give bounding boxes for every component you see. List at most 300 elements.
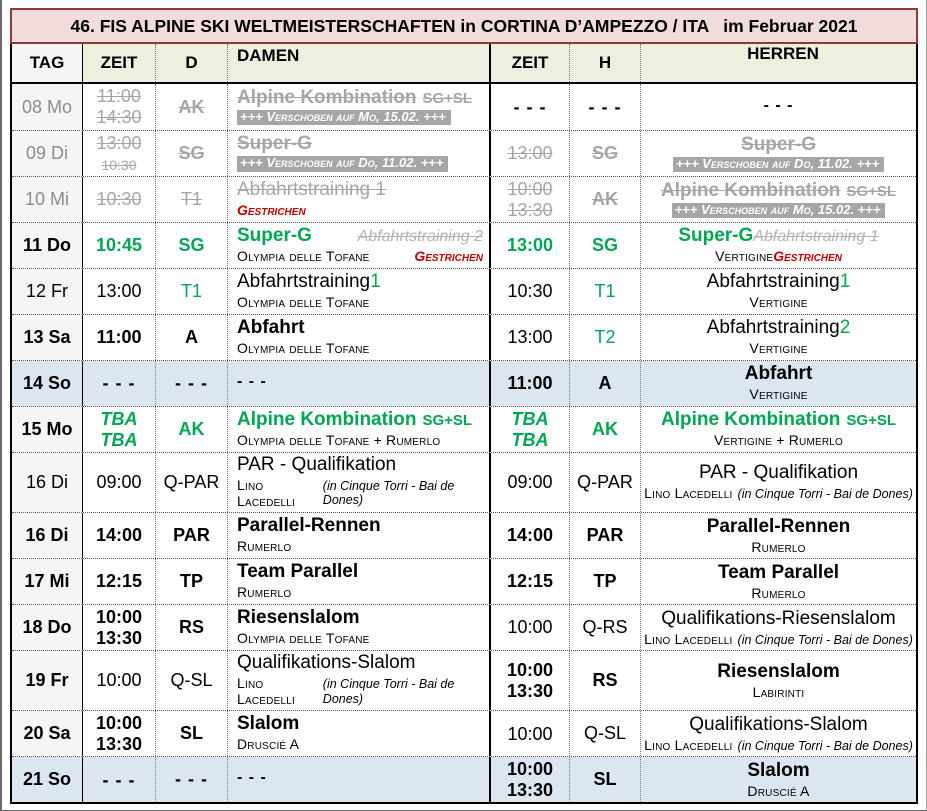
event-title-line bbox=[707, 318, 851, 339]
herren-discipline-code: T1 bbox=[594, 281, 616, 301]
venue-label: Lino Lacedelli bbox=[644, 630, 733, 647]
damen-code-cell bbox=[156, 361, 228, 406]
damen-code-cell bbox=[156, 407, 228, 452]
damen-event-cell bbox=[228, 513, 491, 558]
herren-time: TBA bbox=[511, 408, 549, 429]
event-format-suffix: SG+SL bbox=[846, 182, 897, 200]
damen-code-cell bbox=[156, 84, 228, 130]
venue-label: Rumerlo bbox=[751, 538, 806, 555]
no-event-dashes: - - - bbox=[102, 769, 136, 790]
event-title-line bbox=[661, 609, 895, 630]
cancelled-training-note: Abfahrtstraining 2 bbox=[357, 227, 483, 245]
damen-time: 13:00 bbox=[96, 132, 142, 153]
event-title: PAR - Qualifikation bbox=[698, 462, 859, 484]
damen-event-cell bbox=[228, 711, 491, 756]
herren-time: 10:00 bbox=[507, 178, 553, 199]
herren-discipline-code: AK bbox=[592, 419, 618, 439]
event-detail-line bbox=[237, 202, 483, 218]
damen-code-cell bbox=[156, 559, 228, 604]
event-title: Super-G bbox=[237, 224, 312, 246]
venue-detail: (in Cinque Torri - Bai de Dones) bbox=[322, 677, 455, 706]
damen-time-cell bbox=[83, 605, 156, 650]
schedule-row bbox=[12, 406, 916, 452]
schedule-row bbox=[12, 360, 916, 406]
schedule-row bbox=[12, 130, 916, 176]
event-title-line bbox=[237, 769, 483, 790]
event-title-line bbox=[237, 318, 483, 339]
schedule-row bbox=[12, 222, 916, 268]
event-title: Alpine Kombination bbox=[237, 408, 417, 430]
herren-discipline-code: Q-SL bbox=[583, 723, 626, 744]
event-title-line bbox=[237, 714, 483, 735]
event-title: Alpine Kombination bbox=[237, 86, 417, 108]
event-detail-line bbox=[237, 432, 483, 448]
event-title-line bbox=[689, 715, 867, 736]
damen-discipline-code: SG bbox=[178, 143, 205, 163]
venue-label: Vertigine bbox=[715, 248, 774, 265]
herren-code-cell bbox=[570, 131, 641, 176]
herren-event-cell bbox=[641, 651, 916, 710]
col-header-damen: DAMEN bbox=[228, 44, 491, 82]
event-title-line bbox=[237, 562, 483, 583]
day-cell bbox=[12, 651, 83, 710]
no-event-dashes: - - - bbox=[237, 372, 267, 390]
damen-time-cell bbox=[83, 177, 156, 222]
event-title-line bbox=[237, 455, 483, 476]
damen-event-cell bbox=[228, 315, 491, 360]
day-label: 12 Fr bbox=[25, 281, 68, 301]
damen-time-cell bbox=[83, 223, 156, 268]
day-label: 21 So bbox=[22, 769, 72, 790]
herren-discipline-code: RS bbox=[592, 670, 618, 691]
herren-time-cell bbox=[491, 131, 570, 176]
day-label: 11 Do bbox=[22, 235, 72, 255]
damen-time: 13:30 bbox=[95, 627, 143, 648]
event-title: Team Parallel bbox=[717, 561, 840, 583]
venue-label: Vertigine bbox=[749, 294, 808, 311]
herren-time-cell bbox=[491, 407, 570, 452]
event-format-suffix: SG+SL bbox=[422, 411, 473, 429]
schedule-table bbox=[10, 44, 918, 804]
schedule-row bbox=[12, 176, 916, 222]
event-detail-line bbox=[751, 539, 805, 555]
event-detail-line bbox=[714, 432, 843, 448]
damen-time: 13:30 bbox=[95, 733, 143, 754]
herren-time: 10:30 bbox=[507, 281, 553, 302]
event-title-line bbox=[764, 97, 794, 118]
herren-time: 11:00 bbox=[507, 373, 553, 394]
event-detail-line bbox=[237, 736, 483, 752]
schedule-row bbox=[12, 756, 916, 802]
herren-time: 12:15 bbox=[506, 571, 554, 592]
herren-discipline-code: SG bbox=[591, 143, 618, 163]
event-title: Abfahrtstraining 1 bbox=[237, 178, 386, 200]
event-title: Super-G bbox=[237, 133, 312, 154]
damen-code-cell bbox=[156, 223, 228, 268]
event-detail-line bbox=[237, 340, 483, 356]
herren-code-cell bbox=[570, 757, 641, 802]
venue-detail: (in Cinque Torri - Bai de Dones) bbox=[737, 738, 913, 753]
event-detail-line bbox=[749, 386, 807, 402]
herren-event-cell bbox=[641, 361, 916, 406]
damen-time-cell bbox=[83, 407, 156, 452]
schedule-row bbox=[12, 710, 916, 756]
event-detail-line bbox=[237, 584, 483, 600]
venue-label: Lino Lacedelli bbox=[644, 485, 733, 502]
herren-time: 13:30 bbox=[507, 199, 553, 220]
event-title-line bbox=[661, 181, 896, 202]
damen-time-cell bbox=[83, 757, 156, 802]
herren-discipline-code: A bbox=[598, 373, 612, 393]
event-title: Super-G bbox=[741, 133, 816, 155]
damen-code-cell bbox=[156, 513, 228, 558]
damen-event-cell bbox=[228, 605, 491, 650]
damen-time: 10:45 bbox=[95, 235, 143, 256]
herren-code-cell bbox=[570, 559, 641, 604]
day-label: 16 Di bbox=[25, 525, 69, 546]
event-title: Super-G bbox=[678, 225, 754, 247]
herren-discipline-code: PAR bbox=[586, 525, 624, 546]
damen-time-cell bbox=[83, 131, 156, 176]
no-event-dashes: - - - bbox=[588, 96, 622, 117]
event-title: Abfahrtstraining bbox=[706, 317, 840, 339]
damen-time: 10:30 bbox=[96, 189, 142, 210]
venue-label: Druscié A bbox=[237, 736, 300, 753]
herren-time-cell bbox=[491, 223, 570, 268]
damen-time: 13:00 bbox=[96, 281, 142, 302]
venue-label: Olympia delle Tofane bbox=[237, 339, 370, 356]
event-title: Abfahrtstraining bbox=[706, 271, 840, 293]
damen-discipline-code: Q-SL bbox=[170, 670, 213, 691]
schedule-rows bbox=[12, 84, 916, 802]
event-title: Alpine Kombination bbox=[660, 179, 841, 201]
event-title-line bbox=[237, 134, 483, 155]
herren-discipline-code: TP bbox=[593, 571, 617, 592]
event-title: PAR - Qualifikation bbox=[237, 454, 397, 475]
venue-label: Lino Lacedelli bbox=[644, 736, 733, 753]
schedule-row bbox=[12, 268, 916, 314]
herren-event-cell bbox=[641, 84, 916, 130]
herren-time-cell bbox=[491, 269, 570, 314]
no-event-dashes: - - - bbox=[175, 373, 208, 393]
day-label: 08 Mo bbox=[21, 96, 73, 117]
schedule-row bbox=[12, 650, 916, 710]
herren-event-cell bbox=[641, 513, 916, 558]
herren-time: 13:30 bbox=[506, 779, 554, 800]
schedule-row bbox=[12, 84, 916, 130]
event-title-line bbox=[707, 517, 851, 538]
herren-discipline-code: Q-PAR bbox=[577, 472, 633, 493]
damen-event-cell bbox=[228, 757, 491, 802]
cancelled-label: Gestrichen bbox=[414, 247, 483, 264]
day-cell bbox=[12, 84, 83, 130]
day-label: 19 Fr bbox=[25, 670, 69, 691]
event-title: Slalom bbox=[237, 713, 300, 735]
day-cell bbox=[12, 605, 83, 650]
event-title: Parallel-Rennen bbox=[706, 515, 851, 537]
postponed-badge: +++ Verschoben auf Do, 11.02. +++ bbox=[237, 156, 448, 172]
event-detail-line bbox=[237, 110, 483, 126]
page-title-text: 46. FIS ALPINE SKI WELTMEISTERSCHAFTEN in CORTINA D’AMPEZZO / ITA im Februar 2021 bbox=[70, 15, 858, 36]
schedule-row bbox=[12, 558, 916, 604]
day-cell bbox=[12, 269, 83, 314]
herren-event-cell bbox=[641, 407, 916, 452]
day-label: 17 Mi bbox=[24, 571, 70, 592]
col-header-herren: HERREN bbox=[747, 44, 819, 63]
damen-time: 12:15 bbox=[95, 571, 143, 592]
event-detail-line bbox=[237, 675, 483, 707]
event-title: Parallel-Rennen bbox=[237, 515, 381, 537]
event-detail-line bbox=[237, 248, 483, 264]
damen-time: 09:00 bbox=[96, 472, 142, 493]
herren-code-cell bbox=[570, 711, 641, 756]
event-title: Alpine Kombination bbox=[660, 409, 841, 431]
damen-discipline-code: SL bbox=[179, 723, 203, 744]
damen-time: TBA bbox=[100, 429, 138, 450]
damen-discipline-code: AK bbox=[178, 96, 205, 117]
day-cell bbox=[12, 177, 83, 222]
event-title: Qualifikations-Slalom bbox=[237, 652, 416, 674]
day-cell bbox=[12, 131, 83, 176]
damen-code-cell bbox=[156, 131, 228, 176]
venue-detail: (in Cinque Torri - Bai de Dones) bbox=[737, 632, 913, 647]
event-title-line bbox=[699, 463, 858, 484]
event-detail-line bbox=[749, 294, 807, 310]
damen-time: 11:00 bbox=[96, 327, 142, 348]
event-title: Abfahrt bbox=[744, 363, 813, 385]
damen-time: 10:00 bbox=[96, 670, 142, 691]
herren-event-cell bbox=[641, 711, 916, 756]
damen-discipline-code: A bbox=[185, 327, 198, 347]
herren-discipline-code: SL bbox=[593, 769, 617, 790]
event-title-line bbox=[237, 653, 483, 674]
event-title-line bbox=[678, 226, 878, 247]
event-title: 1 bbox=[839, 271, 851, 293]
herren-time: 14:00 bbox=[506, 525, 554, 546]
herren-time: 10:00 bbox=[507, 723, 553, 744]
damen-event-cell bbox=[228, 651, 491, 710]
damen-code-cell bbox=[156, 315, 228, 360]
damen-discipline-code: TP bbox=[179, 571, 203, 592]
event-title: 1 bbox=[370, 270, 381, 292]
herren-code-cell bbox=[570, 407, 641, 452]
event-detail-line bbox=[237, 294, 483, 310]
event-detail-line bbox=[673, 157, 884, 173]
event-detail-line bbox=[747, 783, 809, 799]
herren-code-cell bbox=[570, 223, 641, 268]
venue-detail: (in Cinque Torri - Bai de Dones) bbox=[322, 479, 455, 508]
venue-label: Labirinti bbox=[752, 683, 805, 700]
event-detail-line bbox=[749, 340, 807, 356]
day-label: 09 Di bbox=[25, 143, 69, 163]
event-title-line bbox=[717, 662, 840, 683]
event-detail-line bbox=[753, 684, 805, 700]
event-title-line bbox=[718, 563, 839, 584]
damen-time: 10:00 bbox=[95, 607, 143, 627]
day-label: 10 Mi bbox=[24, 189, 69, 209]
damen-time-cell bbox=[83, 453, 156, 512]
damen-time: 10:00 bbox=[95, 713, 143, 734]
postponed-badge: +++ Verschoben auf Do, 11.02. +++ bbox=[673, 157, 884, 173]
event-title: Team Parallel bbox=[237, 561, 359, 583]
event-detail-line bbox=[644, 631, 913, 647]
event-detail-line bbox=[237, 477, 483, 509]
event-detail-line bbox=[237, 538, 483, 554]
event-title: Abfahrtstraining bbox=[237, 270, 371, 292]
damen-time-cell bbox=[83, 269, 156, 314]
event-detail-line bbox=[644, 485, 913, 501]
day-label: 14 So bbox=[22, 373, 72, 393]
damen-event-cell bbox=[228, 269, 491, 314]
herren-code-cell bbox=[570, 513, 641, 558]
no-event-dashes: - - - bbox=[102, 373, 136, 394]
damen-discipline-code: PAR bbox=[173, 525, 210, 546]
event-title-line bbox=[237, 226, 483, 247]
herren-time-cell bbox=[491, 711, 570, 756]
herren-code-cell bbox=[570, 605, 641, 650]
herren-event-cell bbox=[641, 269, 916, 314]
cancelled-training-note: Abfahrtstraining 1 bbox=[753, 228, 879, 246]
event-title-line bbox=[237, 272, 483, 293]
day-cell bbox=[12, 711, 83, 756]
venue-detail: (in Cinque Torri - Bai de Dones) bbox=[737, 487, 913, 502]
venue-label: Lino Lacedelli bbox=[237, 675, 295, 708]
event-format-suffix: SG+SL bbox=[422, 89, 473, 107]
venue-label: Rumerlo bbox=[237, 584, 292, 601]
no-event-dashes: - - - bbox=[763, 96, 794, 114]
day-label: 20 Sa bbox=[23, 723, 71, 744]
col-header-h: H bbox=[570, 44, 641, 82]
event-detail-line bbox=[237, 630, 483, 646]
event-detail-line bbox=[672, 203, 886, 219]
day-cell bbox=[12, 757, 83, 802]
herren-time: 10:00 bbox=[506, 660, 554, 681]
day-cell bbox=[12, 315, 83, 360]
event-format-suffix: SG+SL bbox=[846, 412, 897, 430]
day-cell bbox=[12, 513, 83, 558]
herren-time-cell bbox=[491, 84, 570, 130]
herren-time: 10:00 bbox=[507, 617, 553, 638]
damen-event-cell bbox=[228, 84, 491, 130]
no-event-dashes: - - - bbox=[237, 768, 267, 786]
damen-event-cell bbox=[228, 453, 491, 512]
day-label: 13 Sa bbox=[23, 327, 71, 347]
damen-time-cell bbox=[83, 315, 156, 360]
venue-label: Olympia delle Tofane bbox=[237, 293, 370, 310]
herren-time-cell bbox=[491, 177, 570, 222]
damen-time: TBA bbox=[100, 408, 138, 429]
event-detail-line bbox=[644, 737, 913, 753]
damen-discipline-code: SG bbox=[178, 235, 205, 255]
herren-time: 13:00 bbox=[507, 143, 553, 164]
damen-discipline-code: AK bbox=[178, 419, 205, 439]
event-title-line bbox=[707, 272, 851, 293]
herren-time-cell bbox=[491, 453, 570, 512]
venue-label: Vertigine + Rumerlo bbox=[713, 432, 844, 449]
cancelled-label: Gestrichen bbox=[237, 201, 306, 218]
event-detail-line bbox=[715, 248, 842, 264]
event-title-line bbox=[747, 761, 809, 782]
col-header-zeit-herren: ZEIT bbox=[491, 44, 570, 82]
venue-label: Rumerlo bbox=[237, 538, 292, 555]
day-cell bbox=[12, 407, 83, 452]
no-event-dashes: - - - bbox=[513, 96, 547, 117]
event-title-line bbox=[237, 516, 483, 537]
venue-label: Vertigine bbox=[749, 340, 808, 357]
day-cell bbox=[12, 559, 83, 604]
herren-event-cell bbox=[641, 131, 916, 176]
damen-event-cell bbox=[228, 407, 491, 452]
schedule-row bbox=[12, 512, 916, 558]
herren-time-cell bbox=[491, 605, 570, 650]
col-header-d: D bbox=[156, 44, 228, 82]
postponed-badge: +++ Verschoben auf Mo, 15.02. +++ bbox=[237, 110, 451, 126]
damen-time-cell bbox=[83, 84, 156, 130]
damen-event-cell bbox=[228, 131, 491, 176]
herren-time-cell bbox=[491, 757, 570, 802]
herren-code-cell bbox=[570, 84, 641, 130]
damen-code-cell bbox=[156, 651, 228, 710]
herren-event-cell bbox=[641, 559, 916, 604]
damen-time: 14:00 bbox=[95, 525, 143, 546]
col-header-tag: TAG bbox=[12, 44, 83, 82]
event-title-line bbox=[237, 410, 483, 431]
damen-code-cell bbox=[156, 711, 228, 756]
damen-time-cell bbox=[83, 513, 156, 558]
damen-time-cell bbox=[83, 711, 156, 756]
damen-discipline-code: RS bbox=[178, 617, 204, 638]
event-title-line bbox=[237, 180, 483, 201]
damen-time: 11:00 bbox=[97, 86, 141, 107]
herren-code-cell bbox=[570, 315, 641, 360]
herren-time: 13:30 bbox=[506, 680, 554, 701]
damen-discipline-code: T1 bbox=[180, 281, 202, 301]
event-title-line bbox=[741, 135, 816, 156]
damen-time: 14:30 bbox=[96, 107, 142, 127]
herren-event-cell bbox=[641, 315, 916, 360]
venue-label: Olympia delle Tofane + Rumerlo bbox=[237, 431, 441, 448]
event-title: Slalom bbox=[747, 759, 810, 781]
damen-discipline-code: T1 bbox=[180, 189, 202, 209]
event-title-line bbox=[237, 608, 483, 629]
event-title: 2 bbox=[839, 317, 851, 339]
venue-label: Lino Lacedelli bbox=[237, 477, 295, 510]
herren-time: 10:00 bbox=[506, 759, 554, 780]
herren-code-cell bbox=[570, 453, 641, 512]
damen-time-cell bbox=[83, 559, 156, 604]
venue-label: Vertigine bbox=[749, 386, 808, 403]
herren-code-cell bbox=[570, 651, 641, 710]
damen-discipline-code: Q-PAR bbox=[163, 472, 220, 493]
page-title bbox=[10, 8, 918, 44]
day-label: 16 Di bbox=[25, 472, 69, 493]
damen-code-cell bbox=[156, 605, 228, 650]
herren-event-cell bbox=[641, 453, 916, 512]
herren-time: 13:00 bbox=[507, 327, 553, 348]
postponed-badge: +++ Verschoben auf Mo, 15.02. +++ bbox=[672, 203, 886, 219]
herren-discipline-code: Q-RS bbox=[582, 617, 628, 638]
schedule-row bbox=[12, 314, 916, 360]
herren-event-cell bbox=[641, 757, 916, 802]
day-cell bbox=[12, 453, 83, 512]
damen-event-cell bbox=[228, 223, 491, 268]
damen-event-cell bbox=[228, 361, 491, 406]
herren-code-cell bbox=[570, 269, 641, 314]
damen-time-cell bbox=[83, 651, 156, 710]
event-detail-line bbox=[237, 156, 483, 172]
damen-code-cell bbox=[156, 757, 228, 802]
cancelled-label: Gestrichen bbox=[773, 248, 842, 265]
